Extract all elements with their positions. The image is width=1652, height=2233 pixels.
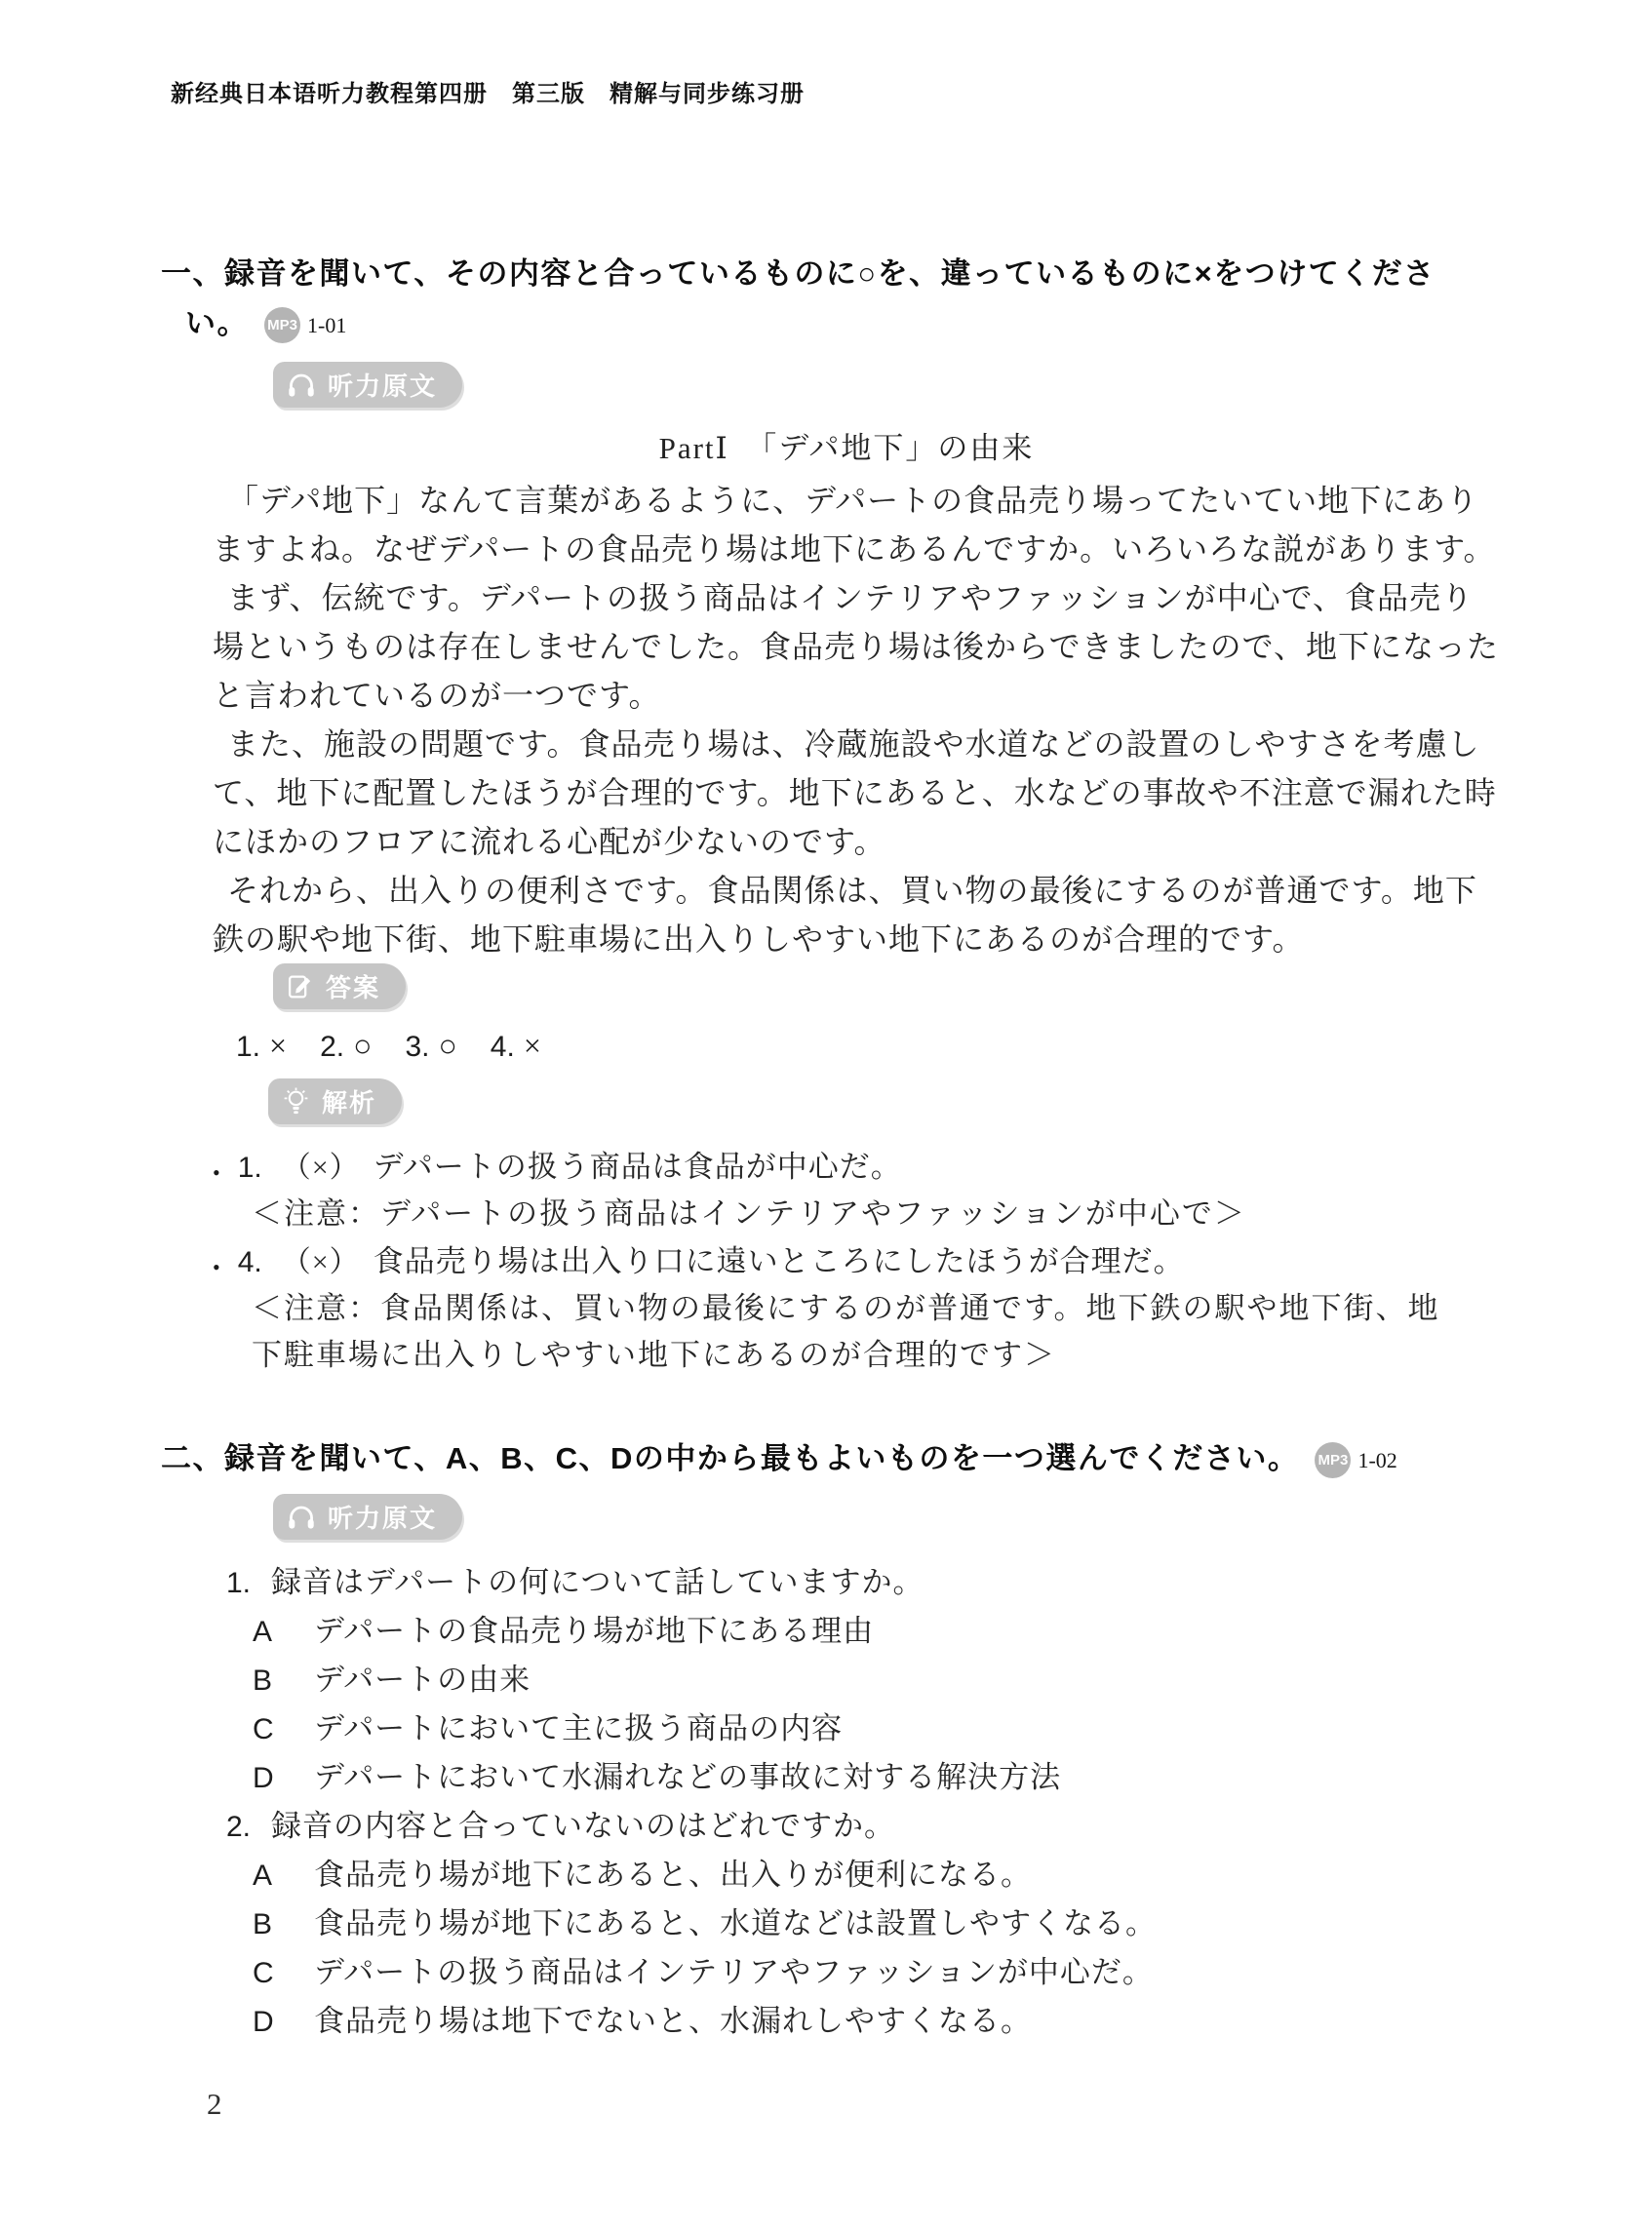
listening-transcript-badge (273, 1494, 462, 1540)
question-1-option-d (226, 1753, 1157, 1802)
answer-number: 1. (236, 1031, 261, 1063)
analysis-item-number: 1. (237, 1152, 262, 1184)
transcript-line: にほかのフロアに流れる心配が少ないのです。 (213, 824, 886, 859)
bullet-icon: • (213, 1255, 220, 1280)
mp3-badge (1315, 1442, 1396, 1478)
option-text: デパートの食品売り場が地下にある理由 (314, 1614, 875, 1648)
transcript-line: それから、出入りの便利さです。食品関係は、買い物の最後にするのが普通です。地下 (227, 873, 1477, 908)
analysis-note-text: 下駐車場に出入りしやすい地下にあるのが合理的です＞ (252, 1338, 1056, 1372)
analysis-item-4-note-line2 (252, 1332, 1056, 1379)
question-1-option-c (226, 1704, 1157, 1753)
mp3-track-number: 1-01 (307, 312, 347, 337)
badge-label: 听力原文 (328, 1504, 438, 1533)
analysis-item-mark: （×） (281, 1152, 360, 1184)
transcript-line: また、施設の問題です。食品売り場は、冷蔵施設や水道などの設置のしやすさを考慮し (227, 726, 1480, 762)
answers-row (236, 1028, 541, 1064)
analysis-badge (268, 1078, 402, 1124)
transcript-line: ますよね。なぜデパートの食品売り場は地下にあるんですか。いろいろな説があります。 (213, 531, 1496, 567)
question-1 (226, 1558, 1157, 1607)
transcript-line: 「デパ地下」なんて言葉があるように、デパートの食品売り場ってたいてい地下にあり (227, 483, 1479, 518)
answer-mark: ○ (353, 1028, 373, 1063)
answer-item (491, 1028, 541, 1064)
analysis-item-4-note-line1 (252, 1285, 1440, 1332)
badge-label: 听力原文 (328, 372, 438, 401)
section2-heading-text: 二、録音を聞いて、A、B、C、Dの中から最もよいものを一つ選んでください。 (161, 1441, 1300, 1475)
pencil-note-icon (288, 973, 313, 1000)
answer-item (405, 1028, 456, 1064)
analysis-item-1 (213, 1144, 902, 1191)
option-text: デパートの由来 (314, 1663, 531, 1697)
question-number: 2. (226, 1811, 252, 1843)
option-letter: D (253, 1762, 274, 1794)
section1-heading-line1: 一、録音を聞いて、その内容と合っているものに○を、違っているものに×をつけてくださ (161, 256, 1436, 291)
analysis-item-text: 食品売り場は出入り口に遠いところにしたほうが合理だ。 (373, 1244, 1185, 1278)
transcript-line: 鉄の駅や地下街、地下駐車場に出入りしやすい地下にあるのが合理的です。 (213, 921, 1305, 957)
option-letter: B (253, 1665, 273, 1697)
answer-badge (273, 963, 406, 1009)
answer-mark: × (523, 1028, 541, 1063)
question-2 (226, 1802, 1157, 1851)
answer-number: 2. (320, 1031, 345, 1063)
mp3-icon: MP3 (264, 307, 300, 343)
option-letter: A (253, 1616, 273, 1648)
option-letter: B (253, 1908, 273, 1940)
answer-number: 4. (490, 1031, 515, 1063)
question-2-option-d (226, 1997, 1157, 2046)
page-number: 2 (207, 2087, 222, 2121)
part-title: PartⅠ 「デパ地下」の由来 (658, 431, 1035, 465)
analysis-item-mark: （×） (281, 1246, 360, 1278)
question-block (226, 1558, 1157, 2046)
analysis-item-number: 4. (237, 1246, 262, 1278)
answer-mark: × (269, 1028, 288, 1063)
book-header: 新经典日本语听力教程第四册 第三版 精解与同步练习册 (171, 81, 805, 107)
section1-heading-line2-text: い。 (185, 306, 249, 340)
option-letter: D (253, 2006, 274, 2038)
badge-label: 解析 (322, 1088, 377, 1117)
analysis-note-text: ＜注意：食品関係は、買い物の最後にするのが普通です。地下鉄の駅や地下街、地 (252, 1291, 1440, 1325)
question-2-option-a (226, 1851, 1157, 1900)
question-text: 録音の内容と合っていないのはどれですか。 (271, 1809, 895, 1843)
transcript-line: 場というものは存在しませんでした。食品売り場は後からできましたので、地下になった (213, 629, 1500, 664)
mp3-icon: MP3 (1315, 1442, 1351, 1478)
question-2-option-b (226, 1900, 1157, 1948)
badge-label: 答案 (326, 973, 381, 1002)
option-letter: C (253, 1957, 274, 1989)
analysis-item-text: デパートの扱う商品は食品が中心だ。 (373, 1150, 902, 1184)
question-1-option-b (226, 1656, 1157, 1704)
question-2-option-c (226, 1948, 1157, 1997)
answer-item (320, 1028, 372, 1064)
question-number: 1. (226, 1567, 252, 1599)
transcript-line: まず、伝統です。デパートの扱う商品はインテリアやファッションが中心で、食品売り (227, 580, 1475, 615)
headphones-icon (288, 372, 315, 398)
analysis-item-4 (213, 1238, 1185, 1285)
option-text: 食品売り場は地下でないと、水漏れしやすくなる。 (314, 2004, 1032, 2038)
section2-heading (161, 1433, 1397, 1478)
transcript-line: と言われているのが一つです。 (213, 678, 661, 713)
lightbulb-icon (283, 1086, 309, 1116)
option-letter: A (253, 1860, 273, 1892)
question-text: 録音はデパートの何について話していますか。 (271, 1565, 924, 1599)
option-text: デパートの扱う商品はインテリアやファッションが中心だ。 (314, 1955, 1154, 1989)
transcript (213, 476, 1500, 963)
option-letter: C (253, 1713, 274, 1745)
option-text: 食品売り場が地下にあると、出入りが便利になる。 (314, 1858, 1032, 1892)
question-1-option-a (226, 1607, 1157, 1656)
mp3-track-number: 1-02 (1357, 1447, 1397, 1472)
option-text: デパートにおいて水漏れなどの事故に対する解決方法 (314, 1760, 1062, 1794)
answer-number: 3. (405, 1031, 430, 1063)
transcript-line: て、地下に配置したほうが合理的です。地下にあると、水などの事故や不注意で漏れた時 (213, 775, 1497, 810)
option-text: 食品売り場が地下にあると、水道などは設置しやすくなる。 (314, 1906, 1157, 1940)
listening-transcript-badge (273, 362, 462, 408)
headphones-icon (288, 1505, 315, 1530)
bullet-icon: • (213, 1160, 220, 1186)
answer-item (236, 1028, 287, 1064)
answer-mark: ○ (438, 1028, 457, 1063)
analysis-note-text: ＜注意：デパートの扱う商品はインテリアやファッションが中心で＞ (252, 1196, 1246, 1231)
option-text: デパートにおいて主に扱う商品の内容 (314, 1711, 844, 1745)
section1-heading-line2 (185, 298, 346, 343)
analysis-item-1-note (252, 1191, 1246, 1237)
mp3-badge (264, 307, 346, 343)
